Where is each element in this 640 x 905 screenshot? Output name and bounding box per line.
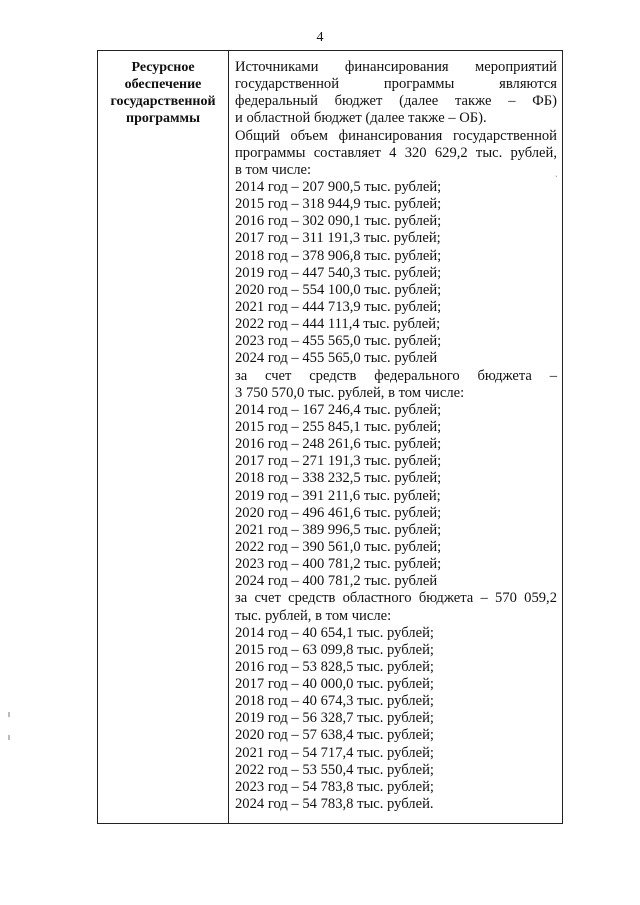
text-line: 2017 год – 271 191,3 тыс. рублей; [235,453,442,470]
scan-speck: ˏ [555,167,558,177]
text-line: 2015 год – 318 944,9 тыс. рублей; [235,196,442,213]
text-line: 2016 год – 302 090,1 тыс. рублей; [235,213,442,230]
text-line: 2023 год – 455 565,0 тыс. рублей; [235,333,442,350]
text-line: 2022 год – 53 550,4 тыс. рублей; [235,761,434,778]
text-line: тыс. рублей, в том числе: [235,607,392,624]
text-line: за счет средств областного бюджета – 570 059,2 [235,590,557,607]
text-line: 2024 год – 54 783,8 тыс. рублей. [235,796,434,813]
text-line: 2015 год – 255 845,1 тыс. рублей; [235,418,442,435]
text-line: 2019 год – 391 211,6 тыс. рублей; [235,487,441,504]
text-line: 2022 год – 444 111,4 тыс. рублей; [235,316,441,333]
text-line: 2017 год – 40 000,0 тыс. рублей; [235,676,434,693]
row-label-line: программы [126,111,200,126]
text-line: 2014 год – 207 900,5 тыс. рублей; [235,178,442,195]
text-line: программы составляет 4 320 629,2 тыс. рублей, [235,144,557,161]
text-line-content: в том числе: [235,161,312,178]
text-line: 2019 год – 56 328,7 тыс. рублей; [235,710,434,727]
text-line: 2016 год – 248 261,6 тыс. рублей; [235,436,442,453]
resource-table [97,50,563,824]
text-line [235,162,557,179]
text-line: 2021 год – 54 717,4 тыс. рублей; [235,744,434,761]
text-line: 3 750 570,0 тыс. рублей, в том числе: [235,384,465,401]
row-label-line: государственной [110,94,216,109]
text-line: 2018 год – 40 674,3 тыс. рублей; [235,693,434,710]
financing-text-cell [235,59,557,813]
column-divider [228,51,229,823]
text-line: 2024 год – 455 565,0 тыс. рублей [235,350,438,367]
text-line: Общий объем финансирования государственной [235,127,557,144]
text-line: 2020 год – 496 461,6 тыс. рублей; [235,504,442,521]
scan-margin-mark [8,735,10,740]
scan-margin-mark [8,712,10,717]
text-line: 2014 год – 40 654,1 тыс. рублей; [235,624,434,641]
text-line: и областной бюджет (далее также – ОБ). [235,110,487,127]
text-line: 2023 год – 400 781,2 тыс. рублей; [235,556,442,573]
text-line: 2023 год – 54 783,8 тыс. рублей; [235,778,434,795]
text-line: 2018 год – 378 906,8 тыс. рублей; [235,247,442,264]
text-line: 2015 год – 63 099,8 тыс. рублей; [235,641,434,658]
text-line: 2024 год – 400 781,2 тыс. рублей [235,573,438,590]
text-line: 2020 год – 554 100,0 тыс. рублей; [235,281,442,298]
text-line: 2016 год – 53 828,5 тыс. рублей; [235,658,434,675]
text-line: 2021 год – 389 996,5 тыс. рублей; [235,521,442,538]
text-line: 2022 год – 390 561,0 тыс. рублей; [235,538,442,555]
text-line: 2020 год – 57 638,4 тыс. рублей; [235,727,434,744]
text-line: за счет средств федерального бюджета – [235,367,557,384]
page-number: 4 [316,30,324,45]
text-line: 2014 год – 167 246,4 тыс. рублей; [235,401,442,418]
text-line: 2018 год – 338 232,5 тыс. рублей; [235,470,442,487]
text-line: 2017 год – 311 191,3 тыс. рублей; [235,230,441,247]
text-line: Источниками финансирования мероприятий [235,59,557,75]
text-line: федеральный бюджет (далее также – ФБ) [235,93,557,110]
text-line: государственной программы являются [235,76,557,93]
row-label-line: Ресурсное [131,60,195,75]
text-line: 2021 год – 444 713,9 тыс. рублей; [235,298,442,315]
row-label-line: обеспечение [124,77,202,92]
row-label-cell [98,59,228,127]
text-line: 2019 год – 447 540,3 тыс. рублей; [235,264,442,281]
